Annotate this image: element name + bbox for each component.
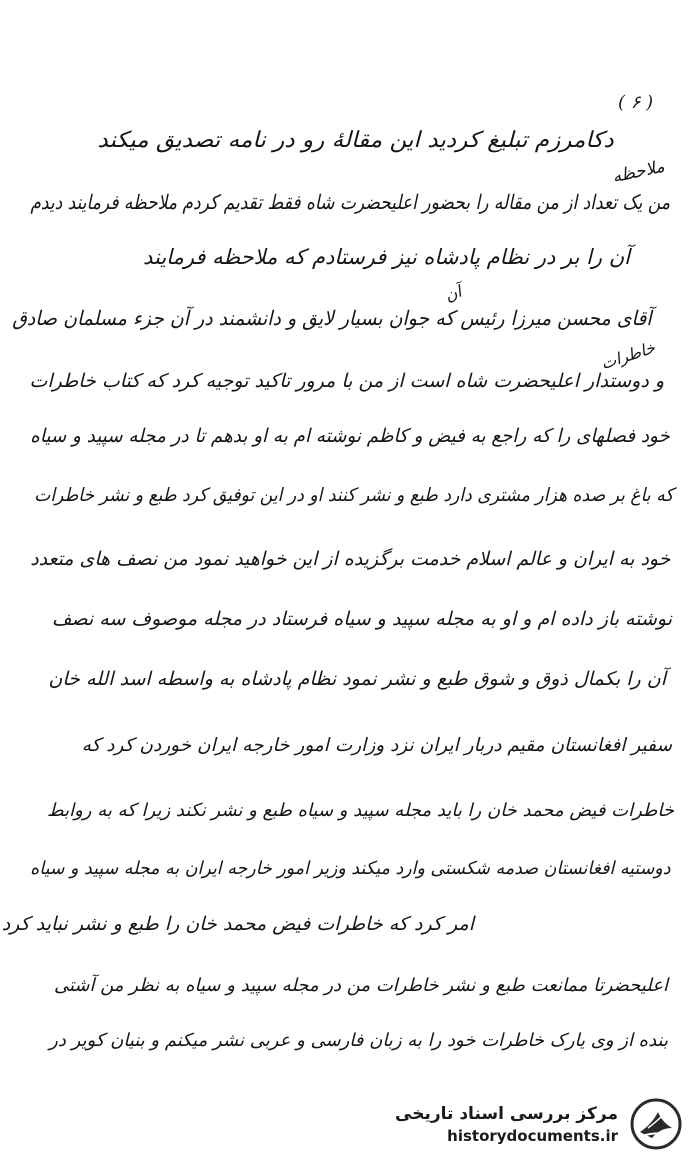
handwritten-line-5: و دوستدار اعلیحضرت شاه است از من با مرور تاکید توجیه کرد که کتاب خاطرات xyxy=(29,370,664,392)
handwritten-line-2: من یک تعداد از من مقاله را بحضور اعلیحضرت شاه فقط تقدیم کردم ملاحظه فرمایند دیدم xyxy=(30,190,670,214)
book-quill-icon xyxy=(628,1098,684,1150)
handwritten-line-11: سفیر افغانستان مقیم دربار ایران نزد وزارت امور خارجه ایران خوردن کرد که xyxy=(81,735,672,756)
watermark-logo xyxy=(395,1090,700,1155)
handwritten-line-7: که باغ بر صده هزار مشتری دارد طبع و نشر کنند او در این توفیق کرد طبع و نشر خاطرات xyxy=(34,485,674,506)
handwritten-line-3: آن را بر در نظام پادشاه نیز فرستادم که ملاحظه فرمایند xyxy=(142,245,630,269)
handwritten-line-1: دکامرزم تبلیغ کردید این مقالهٔ رو در نامه تصدیق میکند xyxy=(97,128,614,153)
handwritten-line-16: بنده از وی یارک خاطرات خود را به زبان فارسی و عربی نشر میکنم و بنیان کویر در xyxy=(49,1030,668,1051)
handwritten-line-9: نوشته باز داده ام و او به مجله سپید و سیاه فرستاد در مجله موصوف سه نصف xyxy=(51,608,672,630)
interlinear-note-1: ملاحظه xyxy=(610,156,667,188)
watermark-title: مرکز بررسی اسناد تاریخی xyxy=(395,1104,618,1124)
handwritten-line-14: امر کرد که خاطرات فیض محمد خان را طبع و نشر نباید کرد xyxy=(1,913,474,935)
handwritten-line-4: آقای محسن میرزا رئیس که جوان بسیار لایق و دانشمند در آن جزء مسلمان صادق xyxy=(12,306,652,330)
handwritten-line-6: خود فصلهای را که راجع به فیض و کاظم نوشته ام به او بدهم تا در مجله سپید و سیاه xyxy=(30,425,670,447)
handwritten-line-13: دوستیه افغانستان صدمه شکستی وارد میکند وزیر امور خارجه ایران به مجله سپید و سیاه xyxy=(29,858,670,879)
handwritten-line-15: اعلیحضرتا ممانعت طبع و نشر خاطرات من در مجله سپید و سیاه به نظر من آشتی xyxy=(53,975,668,996)
handwritten-line-12: خاطرات فیض محمد خان را باید مجله سپید و سیاه طبع و نشر نکند زیرا که به روابط xyxy=(46,800,674,821)
interlinear-note-3: خاطرات xyxy=(598,337,658,374)
handwritten-line-10: آن را بکمال ذوق و شوق طبع و نشر نمود نظام پادشاه به واسطه اسد الله خان xyxy=(48,668,666,690)
interlinear-note-2: آن xyxy=(442,281,464,306)
page-number: ( ۶ ) xyxy=(618,92,654,113)
watermark-url: historydocuments.ir xyxy=(447,1127,618,1145)
handwritten-line-8: خود به ایران و عالم اسلام خدمت برگزیده از این خواهید نمود من نصف های متعدد xyxy=(29,548,670,570)
